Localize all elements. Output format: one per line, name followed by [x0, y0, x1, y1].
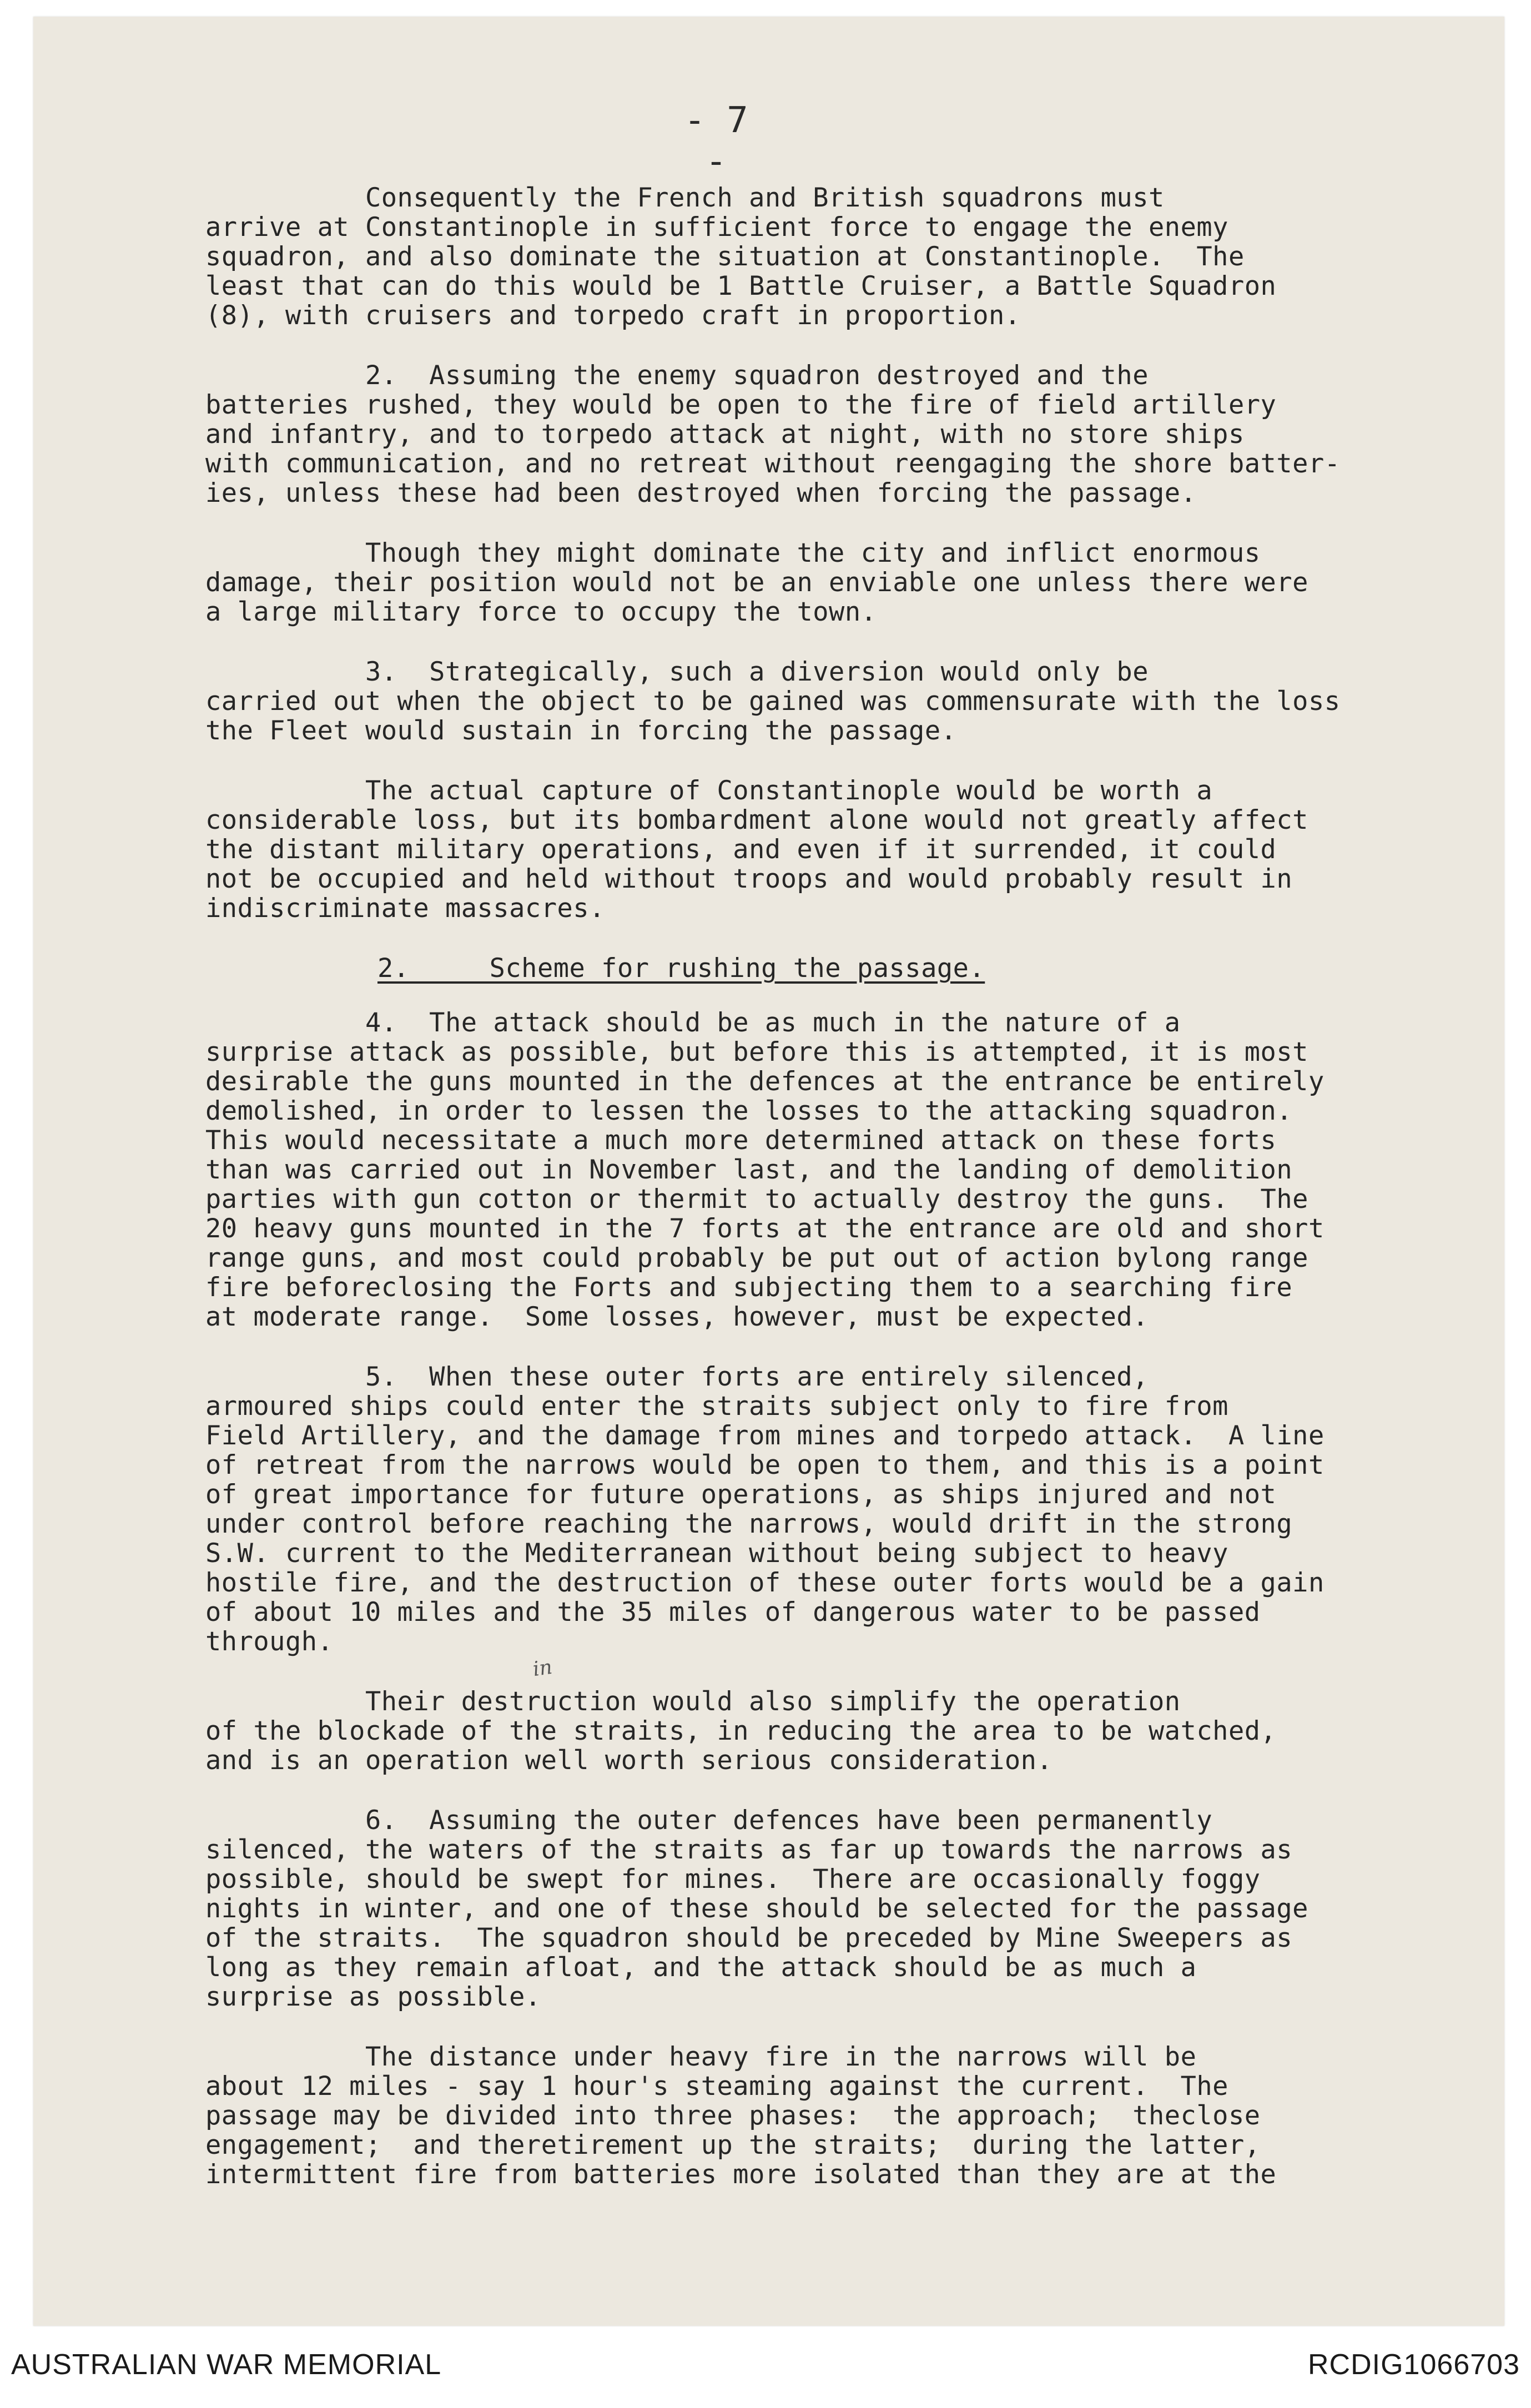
handwritten-annotation: in — [531, 1655, 554, 1681]
section-heading-text: 2. Scheme for rushing the passage. — [377, 953, 985, 984]
footer-record-id: RCDIG1066703 — [1308, 2349, 1520, 2381]
paragraph-though: Though they might dominate the city and inflict enormous damage, their position would not be an enviable one unless there were a large military force to occupy the town. — [205, 538, 1308, 627]
paragraph-destruction: Their destruction would also simplify the operation of the blockade of the straits, in reducing the area to be watched, and is an operation well worth serious consideration. — [205, 1686, 1277, 1776]
section-heading — [377, 954, 1471, 983]
page-number: - 7 - — [684, 100, 748, 182]
footer-institution: AUSTRALIAN WAR MEMORIAL — [11, 2349, 442, 2381]
paragraph-2: 2. Assuming the enemy squadron destroyed and the batteries rushed, they would be open to the fire of field artillery and infantry, and to torpedo attack at night, with no store ships with communication, and no retreat without reengaging the shore batter- ies, unless these had been destroyed when forcing the passage. — [205, 360, 1341, 508]
paragraph-5: 5. When these outer forts are entirely silenced, armoured ships could enter the straits subject only to fire from Field Artillery, and the damage from mines and torpedo attack. A line of retreat from the narrows would be open to them, and this is a point of great importance for future operations, as ships injured and not under control before reaching the narrows, would drift in the strong S.W. current to the Mediterranean without being subject to heavy hostile fire, and the destruction of these outer forts would be a gain of about 10 miles and the 35 miles of dangerous water to be passed through. — [205, 1362, 1324, 1657]
paragraph-3: 3. Strategically, such a diversion would only be carried out when the object to be gained was commensurate with the loss the Fleet would sustain in forcing the passage. — [205, 657, 1341, 746]
paragraph-distance: The distance under heavy fire in the narrows will be about 12 miles - say 1 hour's steaming against the current. The passage may be divided into three phases: the approach; theclose engagement; and theretirement up the straits; during the latter, intermittent fire from batteries more isolated than they are at the — [205, 2042, 1277, 2190]
paragraph-actual-capture: The actual capture of Constantinople would be worth a considerable loss, but its bombardment alone would not greatly affect the distant military operations, and even if it surrended, it could not be occupied and held without troops and would probably result in indiscriminate massacres. — [205, 775, 1308, 924]
paragraph-4: 4. The attack should be as much in the nature of a surprise attack as possible, but before this is attempted, it is most desirable the guns mounted in the defences at the entrance be entirely demolished, in order to lessen the losses to the attacking squadron. This would necessitate a much more determined attack on these forts than was carried out in November last, and the landing of demolition parties with gun cotton or thermit to actually destroy the guns. The 20 heavy guns mounted in the 7 forts at the entrance are old and short range guns, and most could probably be put out of action bylong range fire beforeclosing the Forts and subjecting them to a searching fire at moderate range. Some losses, however, must be expected. — [205, 1007, 1324, 1332]
document-body — [205, 183, 1471, 2220]
paragraph-consequently: Consequently the French and British squadrons must arrive at Constantinople in sufficient force to engage the enemy squadron, and also dominate the situation at Constantinople. The least that can do this would be 1 Battle Cruiser, a Battle Squadron (8), with cruisers and torpedo craft in proportion. — [205, 183, 1277, 331]
paragraph-6: 6. Assuming the outer defences have been permanently silenced, the waters of the straits as far up towards the narrows as possible, should be swept for mines. There are occasionally foggy nights in winter, and one of these should be selected for the passage of the straits. The squadron should be preceded by Mine Sweepers as long as they remain afloat, and the attack should be as much a surprise as possible. — [205, 1805, 1308, 2012]
